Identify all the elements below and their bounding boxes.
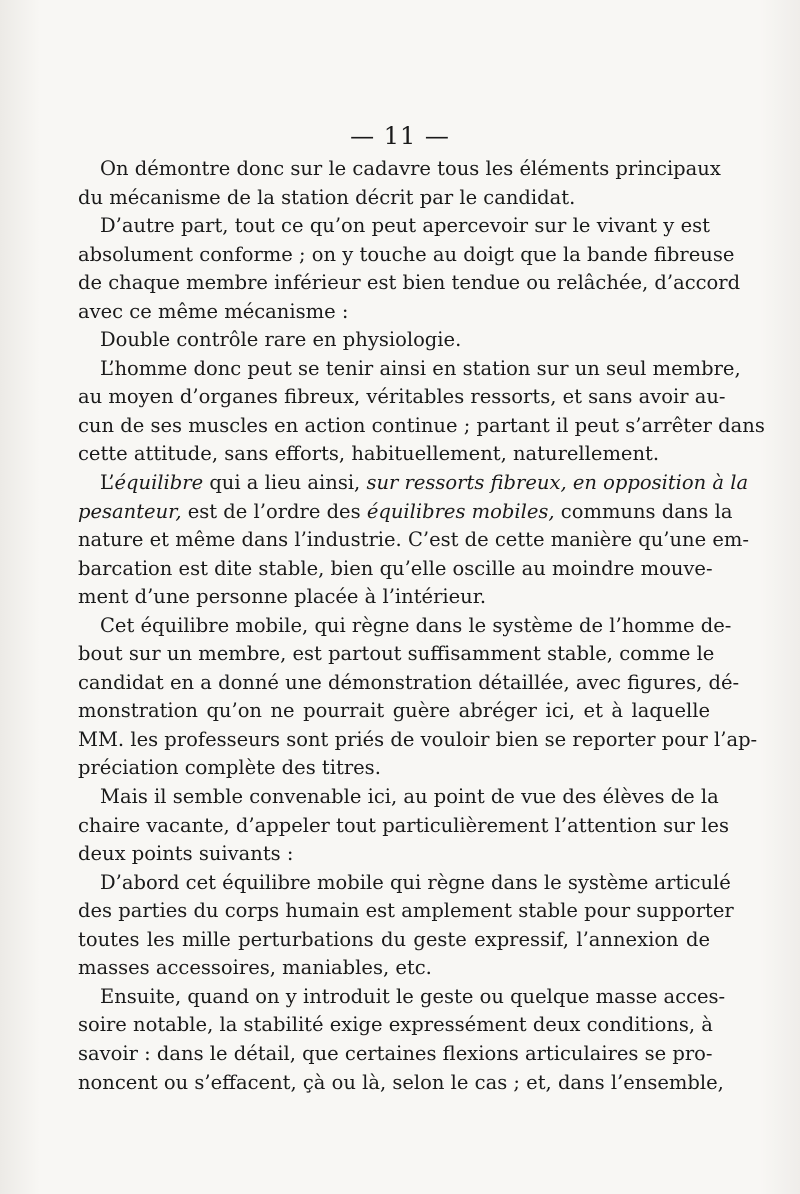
text-line: Mais il semble convenable ici, au point de vue des élèves de la bbox=[100, 785, 719, 809]
text-line: MM. les professeurs sont priés de vouloir bien se reporter pour l’ap- bbox=[78, 727, 758, 751]
text-line: cette attitude, sans efforts, habituellement, naturellement. bbox=[78, 442, 660, 466]
text-line: L’homme donc peut se tenir ainsi en station sur un seul membre, bbox=[100, 356, 741, 380]
text-line: soire notable, la stabilité exige expressément deux conditions, à bbox=[78, 1013, 713, 1037]
text-line: avec ce même mécanisme : bbox=[78, 299, 349, 323]
page-number: — 11 — bbox=[350, 122, 450, 150]
emphasis: sur ressorts fibreux, en opposition à la bbox=[366, 471, 749, 495]
text-line: candidat en a donné une démonstration détaillée, avec figures, dé- bbox=[78, 670, 740, 694]
text-line: monstration qu’on ne pourrait guère abréger ici, et à laquelle bbox=[78, 699, 710, 723]
text-line: Cet équilibre mobile, qui règne dans le système de l’homme de- bbox=[100, 613, 732, 637]
text-line: au moyen d’organes fibreux, véritables ressorts, et sans avoir au- bbox=[78, 385, 726, 409]
text-line: préciation complète des titres. bbox=[78, 756, 381, 780]
text-line: bout sur un membre, est partout suffisamment stable, comme le bbox=[78, 642, 715, 666]
emphasis: équilibres mobiles, bbox=[366, 499, 555, 523]
text-line: Double contrôle rare en physiologie. bbox=[100, 328, 462, 352]
text-line: noncent ou s’effacent, çà ou là, selon le cas ; et, dans l’ensemble, bbox=[78, 1070, 724, 1094]
text-line: D’abord cet équilibre mobile qui règne dans le système articulé bbox=[100, 870, 731, 894]
text-line: nature et même dans l’industrie. C’est de cette manière qu’une em- bbox=[78, 528, 749, 552]
text-line: On démontre donc sur le cadavre tous les éléments principaux bbox=[100, 157, 721, 180]
body-text bbox=[78, 155, 765, 1097]
text-line: toutes les mille perturbations du geste expressif, l’annexion de bbox=[78, 927, 710, 951]
text-line: pesanteur, est de l’ordre des équilibres mobiles, communs dans la bbox=[78, 499, 733, 523]
text-line: deux points suivants : bbox=[78, 842, 294, 866]
emphasis: équilibre bbox=[114, 471, 204, 495]
text-line: de chaque membre inférieur est bien tendue ou relâchée, d’accord bbox=[78, 271, 741, 295]
text-line: absolument conforme ; on y touche au doigt que la bande fibreuse bbox=[78, 242, 735, 266]
text-line: savoir : dans le détail, que certaines flexions articulaires se pro- bbox=[78, 1041, 713, 1065]
text-line: ment d’une personne placée à l’intérieur. bbox=[78, 585, 487, 609]
text-line: cun de ses muscles en action continue ; partant il peut s’arrêter dans bbox=[78, 413, 765, 437]
text-line: L’équilibre qui a lieu ainsi, sur ressorts fibreux, en opposition à la bbox=[100, 471, 749, 495]
text-line: du mécanisme de la station décrit par le candidat. bbox=[78, 185, 576, 209]
text-line: des parties du corps humain est amplement stable pour supporter bbox=[78, 899, 734, 923]
emphasis: pesanteur, bbox=[78, 499, 182, 523]
text-line: chaire vacante, d’appeler tout particulièrement l’attention sur les bbox=[78, 813, 729, 837]
text-line: Ensuite, quand on y introduit le geste ou quelque masse acces- bbox=[100, 984, 726, 1008]
text-line: masses accessoires, maniables, etc. bbox=[78, 956, 432, 980]
text-line: D’autre part, tout ce qu’on peut apercevoir sur le vivant y est bbox=[100, 214, 710, 238]
text-line: barcation est dite stable, bien qu’elle oscille au moindre mouve- bbox=[78, 556, 713, 580]
